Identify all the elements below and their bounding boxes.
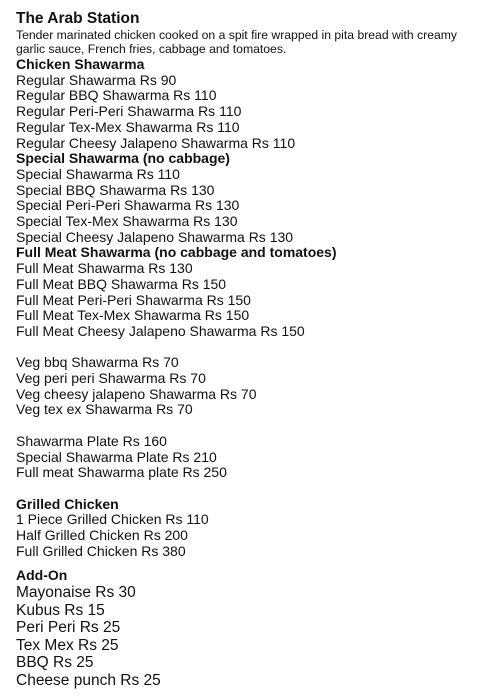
menu-item: Regular Shawarma Rs 90 <box>16 71 177 88</box>
menu-item: Kubus Rs 15 <box>16 601 105 619</box>
menu-item: Mayonaise Rs 30 <box>16 584 136 602</box>
menu-item: Half Grilled Chicken Rs 200 <box>16 527 188 544</box>
menu-item: Special Tex-Mex Shawarma Rs 130 <box>16 213 238 230</box>
menu-item: Special Shawarma Rs 110 <box>16 165 180 182</box>
menu-item: Veg cheesy jalapeno Shawarma Rs 70 <box>16 385 257 402</box>
section-heading-chicken: Chicken Shawarma <box>16 56 145 72</box>
menu-item: Full Meat Tex-Mex Shawarma Rs 150 <box>16 307 250 324</box>
menu-item: 1 Piece Grilled Chicken Rs 110 <box>16 511 209 528</box>
menu-item: Shawarma Plate Rs 160 <box>16 432 167 449</box>
menu-item: Full meat Shawarma plate Rs 250 <box>16 464 227 481</box>
add-on-section <box>16 567 486 689</box>
spacer <box>16 481 486 497</box>
menu-item: Full Meat Peri-Peri Shawarma Rs 150 <box>16 291 251 308</box>
menu-item: Regular BBQ Shawarma Rs 110 <box>16 87 217 104</box>
menu-item: Tex Mex Rs 25 <box>16 636 119 654</box>
menu-item: Regular Tex-Mex Shawarma Rs 110 <box>16 118 240 135</box>
menu-item: BBQ Rs 25 <box>16 654 94 672</box>
menu-item: Full Grilled Chicken Rs 380 <box>16 542 186 559</box>
menu-item: Special Shawarma Plate Rs 210 <box>16 448 217 465</box>
menu-item: Peri Peri Rs 25 <box>16 619 121 637</box>
chicken-shawarma-section <box>16 57 486 151</box>
menu-item: Full Meat BBQ Shawarma Rs 150 <box>16 275 227 292</box>
grilled-chicken-section <box>16 497 486 560</box>
shawarma-plates-section <box>16 434 486 481</box>
section-heading-special: Special Shawarma (no cabbage) <box>16 150 230 167</box>
menu-item: Veg peri peri Shawarma Rs 70 <box>16 370 206 387</box>
menu-item: Veg bbq Shawarma Rs 70 <box>16 354 179 371</box>
section-heading-grilled: Grilled Chicken <box>16 495 119 512</box>
menu-item: Cheese punch Rs 25 <box>16 671 161 689</box>
spacer <box>16 559 486 567</box>
menu-item: Veg tex ex Shawarma Rs 70 <box>16 401 193 418</box>
menu-item: Full Meat Cheesy Jalapeno Shawarma Rs 150 <box>16 322 305 339</box>
menu-description: Tender marinated chicken cooked on a spit fire wrapped in pita bread with creamy garlic sauce, French fries, cabbage and tomatoes. <box>16 28 458 56</box>
menu-item: Regular Peri-Peri Shawarma Rs 110 <box>16 103 242 120</box>
menu-title: The Arab Station <box>16 10 140 27</box>
menu-item: Special Peri-Peri Shawarma Rs 130 <box>16 197 240 214</box>
menu-item: Special Cheesy Jalapeno Shawarma Rs 130 <box>16 228 294 245</box>
menu-item: Full Meat Shawarma Rs 130 <box>16 260 193 277</box>
section-heading-full-meat: Full Meat Shawarma (no cabbage and tomatoes) <box>16 244 337 261</box>
spacer <box>16 340 486 356</box>
menu-document <box>16 9 486 689</box>
veg-shawarma-section <box>16 355 486 418</box>
full-meat-shawarma-section <box>16 245 486 339</box>
special-shawarma-section <box>16 151 486 245</box>
section-heading-add-on: Add-On <box>16 567 68 584</box>
spacer <box>16 418 486 434</box>
menu-item: Regular Cheesy Jalapeno Shawarma Rs 110 <box>16 134 296 151</box>
menu-item: Special BBQ Shawarma Rs 130 <box>16 181 215 198</box>
